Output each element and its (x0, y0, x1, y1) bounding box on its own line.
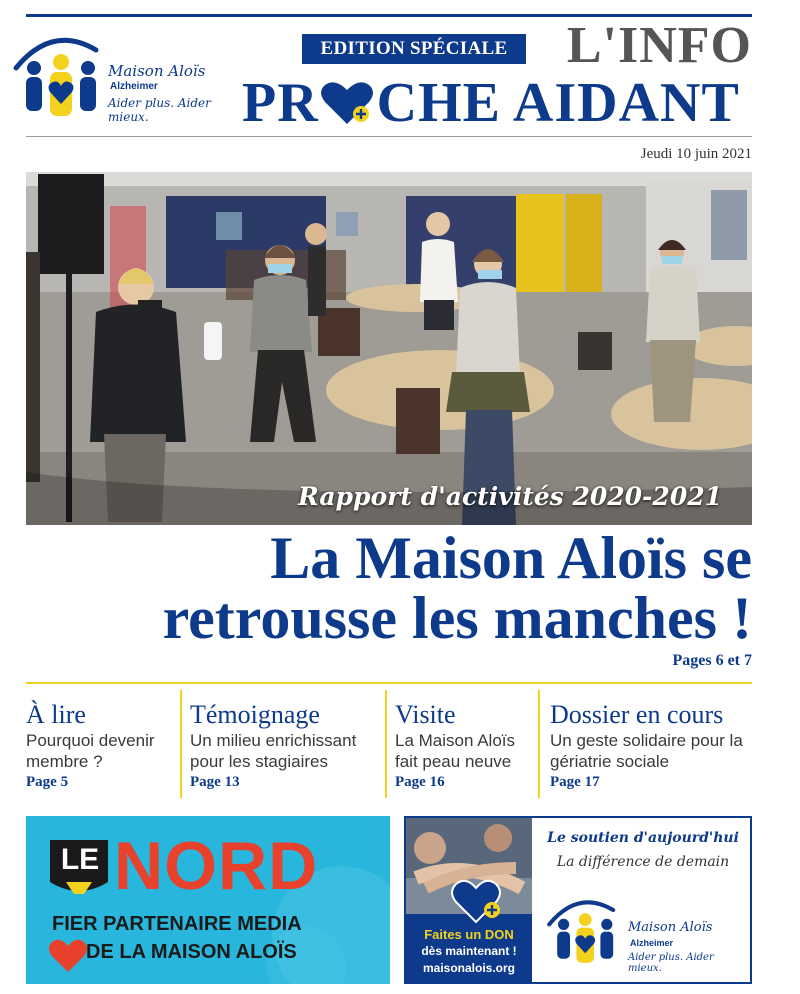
donation-tagline2: La différence de demain (556, 854, 730, 870)
masthead-rule (26, 136, 752, 137)
hero-photo-illustration (26, 172, 752, 525)
logo-name: Maison Aloïs (108, 62, 206, 80)
teaser-temoignage[interactable] (190, 700, 380, 792)
donation-logo-sub: Alzheimer (630, 938, 674, 948)
le-nord-line1: FIER PARTENAIRE MEDIA (52, 913, 302, 935)
issue-date: Jeudi 10 juin 2021 (640, 146, 752, 162)
teaser-dossier[interactable] (550, 700, 754, 792)
heart-plus-icon (450, 878, 506, 926)
heart-plus-icon (48, 938, 88, 974)
column-divider (385, 690, 387, 798)
teaser-text: Pourquoi devenir membre ? (26, 731, 155, 771)
donation-logo-name: Maison Aloïs (628, 920, 713, 935)
teaser-page: Page 5 (26, 774, 69, 790)
column-divider (180, 690, 182, 798)
ad-le-nord[interactable] (26, 816, 390, 984)
donation-tagline1: Le soutien d'aujourd'hui (547, 830, 739, 846)
le-nord-le: LE (60, 843, 100, 876)
maison-alois-logo[interactable] (12, 30, 232, 125)
column-divider (538, 690, 540, 798)
maison-alois-logo-icon (12, 30, 112, 125)
teaser-visite[interactable] (395, 700, 533, 792)
donation-cta-line2: dès maintenant ! (421, 944, 517, 958)
headline-line2: retrousse les manches ! (162, 585, 752, 651)
donation-cta-line1: Faites un DON (424, 927, 514, 942)
heart-plus-icon (317, 80, 377, 128)
headline-page-ref[interactable]: Pages 6 et 7 (672, 652, 752, 669)
logo-slogan: Aider plus. Aider mieux. (108, 96, 211, 124)
section-rule (26, 682, 752, 684)
logo-subname: Alzheimer (110, 81, 158, 92)
teaser-text: Un geste solidaire pour la gériatrie sociale (550, 731, 743, 771)
masthead-title-part-b: CHE AIDANT (376, 72, 740, 134)
ad-donation[interactable] (404, 816, 752, 984)
teaser-text: La Maison Aloïs fait peau neuve (395, 731, 516, 771)
donation-url[interactable]: maisonalois.org (422, 961, 516, 975)
teaser-page: Page 17 (550, 774, 600, 790)
le-nord-wordmark: NORD (114, 828, 319, 904)
masthead-title-part-a: PR (242, 72, 319, 134)
le-nord-line2: DE LA MAISON ALOÏS (86, 941, 297, 963)
main-headline[interactable] (26, 525, 752, 651)
teaser-text: Un milieu enrichissant pour les stagiaires (190, 731, 357, 771)
masthead-title-line1: L'INFO (566, 17, 752, 74)
headline-line1: La Maison Aloïs se (270, 525, 752, 591)
maison-alois-logo-icon (546, 888, 626, 976)
teaser-heading: Dossier en cours (550, 700, 724, 729)
hero-caption: Rapport d'activités 2020-2021 (298, 482, 722, 511)
masthead-title-line2 (242, 72, 754, 134)
teaser-page: Page 13 (190, 774, 240, 790)
teaser-heading: Visite (395, 700, 456, 729)
edition-badge: EDITION SPÉCIALE (302, 34, 526, 64)
teaser-a-lire[interactable] (26, 700, 176, 792)
teaser-heading: Témoignage (190, 700, 320, 729)
donation-logo-slogan: Aider plus. Aider mieux. (628, 952, 714, 974)
teaser-page: Page 16 (395, 774, 445, 790)
teaser-heading: À lire (26, 700, 86, 729)
hero-photo (26, 172, 752, 525)
